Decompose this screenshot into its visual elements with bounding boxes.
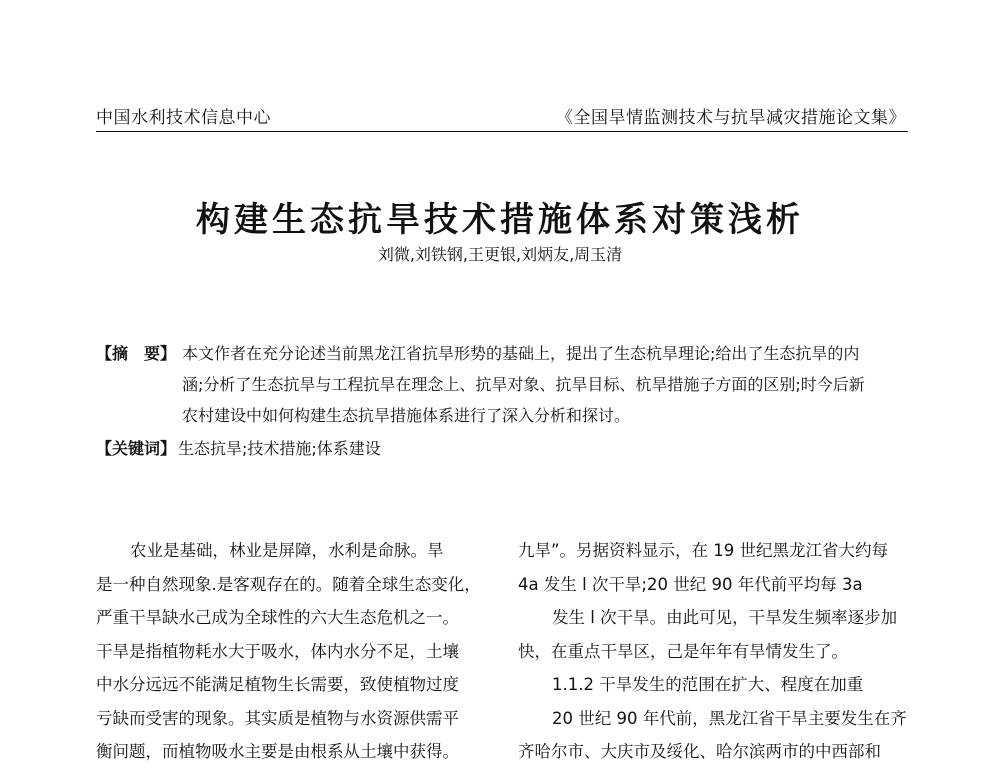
body-line: 干旱是指植物耗水大于吸水，体内水分不足，土壤 bbox=[96, 641, 459, 661]
body-line: 发生 l 次干旱。由此可见，干旱发生频率逐步加 bbox=[552, 608, 898, 627]
keywords-row bbox=[96, 433, 910, 464]
body-line: 4a 发生 l 次干旱;20 世纪 90 年代前平均每 3a bbox=[518, 574, 863, 594]
abstract-row bbox=[96, 338, 910, 431]
body-line: 20 世纪 90 年代前，黑龙江省干旱主要发生在齐 bbox=[552, 708, 907, 728]
abstract-text bbox=[182, 338, 910, 431]
body-line: 九旱”。另据资料显示，在 19 世纪黑龙江省大约每 bbox=[518, 541, 889, 560]
paper-authors: 刘微,刘铁钢,王更银,刘炳友,周玉清 bbox=[377, 245, 623, 264]
body-column-left bbox=[96, 534, 488, 769]
body-line: 亏缺而受害的现象。其实质是植物与水资源供需平 bbox=[96, 708, 459, 728]
header-collection-title: 《全国旱情监测技术与抗旱减灾措施论文集》 bbox=[556, 108, 906, 128]
header-rule bbox=[96, 131, 908, 132]
body-line: 衡问题，而植物吸水主要是由根系从土壤中获得。 bbox=[96, 742, 459, 761]
section-heading: 1.1.2 干旱发生的范围在扩大、程度在加重 bbox=[552, 675, 864, 694]
body-column-right bbox=[518, 534, 910, 769]
abstract-line: 农村建设中如何构建生态抗旱措施体系进行了深入分析和探讨。 bbox=[182, 406, 631, 425]
body-line: 中水分远远不能满足植物生长需要，致使植物过度 bbox=[96, 675, 459, 694]
body-line: 是一种自然现象.是客观存在的。随着全球生态变化， bbox=[96, 574, 481, 594]
abstract-line: 本文作者在充分论述当前黑龙江省抗旱形势的基础上，提出了生态杭旱理论;给出了生态抗旱的内 bbox=[182, 344, 860, 363]
abstract-line: 涵;分析了生态抗旱与工程抗旱在理念上、抗旱对象、抗旱目标、杭旱措施子方面的区别;时今后新 bbox=[182, 375, 865, 394]
abstract-block bbox=[96, 338, 910, 464]
running-header bbox=[96, 102, 906, 128]
keywords-text: 生态抗旱;技术措施;体系建设 bbox=[178, 439, 381, 458]
body-line: 齐哈尔市、大庆市及绥化、哈尔滨两市的中西部和 bbox=[518, 742, 881, 761]
keywords-label: 【关键词】 bbox=[96, 439, 177, 458]
header-publisher: 中国水利技术信息中心 bbox=[96, 108, 271, 128]
abstract-label: 【摘 要】 bbox=[96, 344, 177, 363]
paper-title: 构建生态抗旱技术措施体系对策浅析 bbox=[196, 200, 804, 240]
body-line: 农业是基础，林业是屏障，水利是命脉。旱 bbox=[130, 541, 444, 560]
body-line: 快，在重点干旱区，己是年年有旱情发生了。 bbox=[518, 641, 848, 661]
body-line: 严重干旱缺水己成为全球性的六大生态危机之一。 bbox=[96, 608, 459, 627]
